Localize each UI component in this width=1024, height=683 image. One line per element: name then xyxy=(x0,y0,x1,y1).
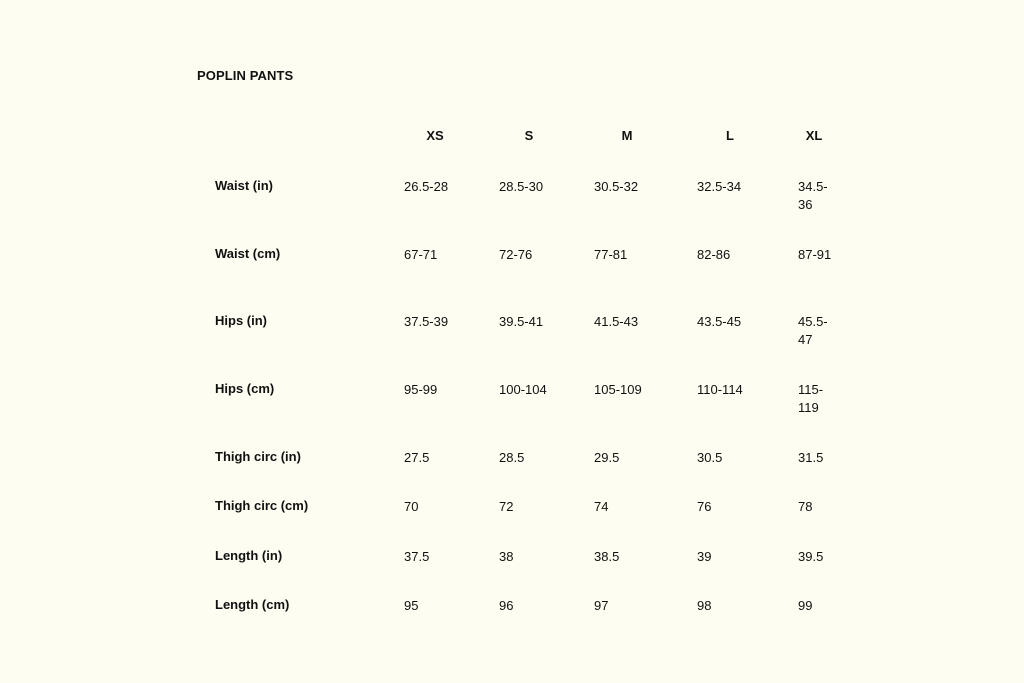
cell-xs: 27.5 xyxy=(404,450,430,465)
cell-xs: 67-71 xyxy=(404,247,438,262)
cell-s: 72 xyxy=(499,499,514,514)
row-label: Waist (cm) xyxy=(215,246,281,261)
cell-xl: 87-91 xyxy=(798,247,832,262)
cell-m: 97 xyxy=(594,598,609,613)
cell-xs: 70 xyxy=(404,499,419,514)
cell-l: 30.5 xyxy=(697,450,723,465)
cell-m: 29.5 xyxy=(594,450,620,465)
row-label: Waist (in) xyxy=(215,178,274,193)
cell-l: 32.5-34 xyxy=(697,179,742,194)
cell-m: 38.5 xyxy=(594,549,620,564)
cell-m: 74 xyxy=(594,499,609,514)
row-label: Hips (in) xyxy=(215,313,267,328)
size-header-m: M xyxy=(621,128,633,143)
cell-l: 39 xyxy=(697,549,712,564)
cell-l: 82-86 xyxy=(697,247,731,262)
cell-m: 105-109 xyxy=(594,382,642,397)
size-header-xl: XL xyxy=(805,128,823,143)
cell-l: 43.5-45 xyxy=(697,314,742,329)
cell-xl: 45.5-47 xyxy=(798,314,828,347)
cell-s: 96 xyxy=(499,598,514,613)
cell-xs: 37.5-39 xyxy=(404,314,449,329)
cell-s: 39.5-41 xyxy=(499,314,544,329)
size-header-xs: XS xyxy=(426,128,444,143)
cell-xl: 115-119 xyxy=(798,382,824,415)
cell-xs: 26.5-28 xyxy=(404,179,449,194)
cell-s: 28.5-30 xyxy=(499,179,544,194)
row-label: Thigh circ (in) xyxy=(215,449,301,464)
cell-m: 41.5-43 xyxy=(594,314,639,329)
cell-xs: 37.5 xyxy=(404,549,430,564)
cell-xs: 95-99 xyxy=(404,382,438,397)
cell-l: 98 xyxy=(697,598,712,613)
row-label: Thigh circ (cm) xyxy=(215,498,309,513)
cell-xl: 39.5 xyxy=(798,549,824,564)
row-label: Hips (cm) xyxy=(215,381,275,396)
cell-s: 28.5 xyxy=(499,450,525,465)
size-header-l: L xyxy=(726,128,734,143)
cell-xl: 78 xyxy=(798,499,813,514)
cell-xl: 31.5 xyxy=(798,450,824,465)
cell-s: 72-76 xyxy=(499,247,533,262)
cell-s: 100-104 xyxy=(499,382,547,397)
cell-m: 77-81 xyxy=(594,247,628,262)
cell-m: 30.5-32 xyxy=(594,179,639,194)
cell-xl: 34.5-36 xyxy=(798,179,828,212)
size-header-s: S xyxy=(524,128,534,143)
page-title: POPLIN PANTS xyxy=(197,68,294,83)
cell-l: 76 xyxy=(697,499,712,514)
cell-l: 110-114 xyxy=(697,382,743,397)
row-label: Length (cm) xyxy=(215,597,290,612)
row-label: Length (in) xyxy=(215,548,283,563)
cell-s: 38 xyxy=(499,549,514,564)
cell-xl: 99 xyxy=(798,598,813,613)
cell-xs: 95 xyxy=(404,598,419,613)
